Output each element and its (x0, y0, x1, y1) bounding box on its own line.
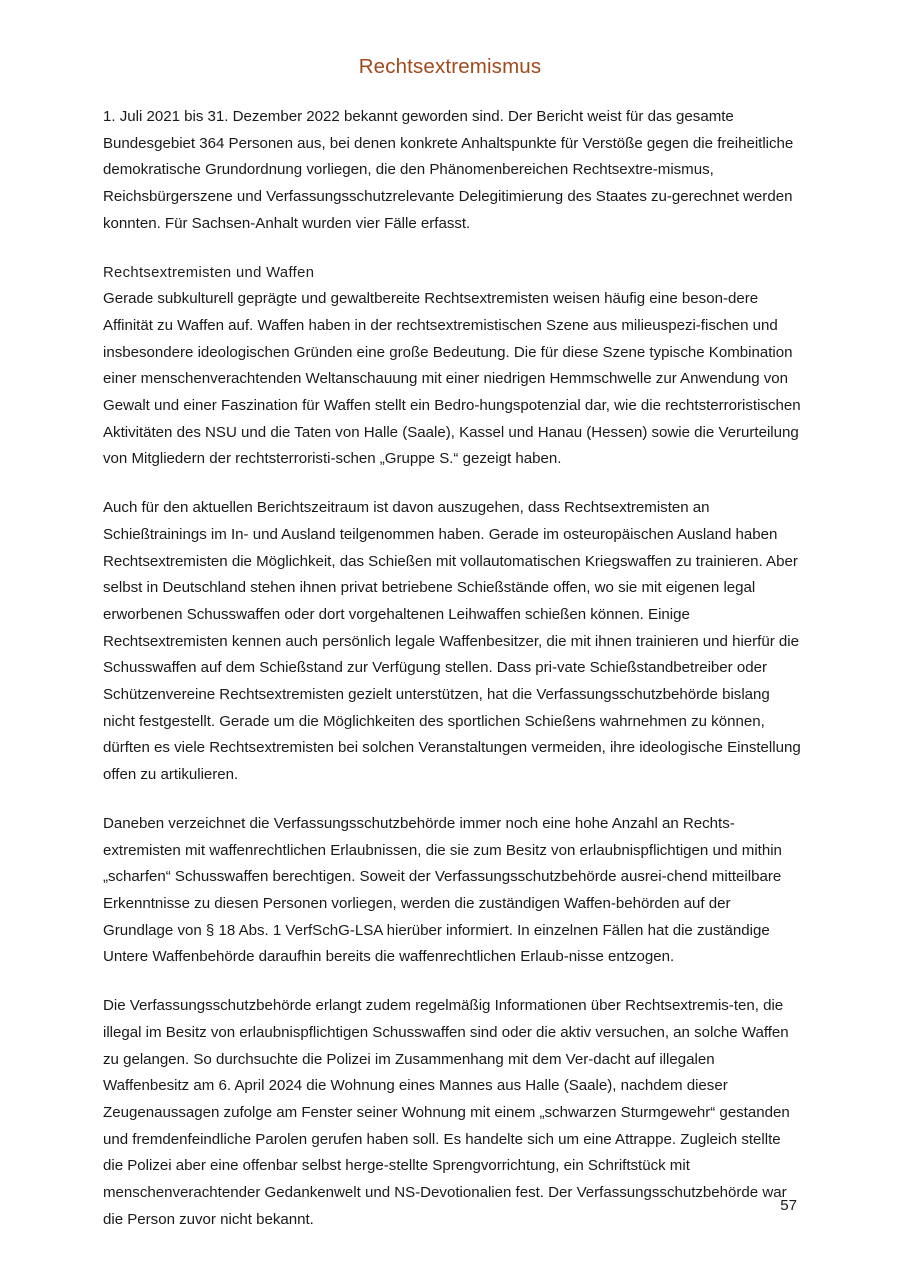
paragraph-illegaler-waffenbesitz: Die Verfassungsschutzbehörde erlangt zudem regelmäßig Informationen über Rechtsextremis-ten, die illegal im Besitz von erlaubnispflichtigen Schusswaffen sind oder die aktiv versuchen, an solche Waffen zu gelangen. So durchsuchte die Polizei im Zusammenhang mit dem Ver-dacht auf illegalen Waffenbesitz am 6. April 2024 die Wohnung eines Mannes aus Halle (Saale), nachdem dieser Zeugenaussagen zufolge am Fenster seiner Wohnung mit einem „schwarzen Sturmgewehr“ gestanden und fremdenfeindliche Parolen gerufen haben soll. Es handelte sich um eine Attrappe. Zugleich stellte die Polizei aber eine offenbar selbst herge-stellte Sprengvorrichtung, ein Schriftstück mit menschenverachtender Gedankenwelt und NS-Devotionalien fest. Der Verfassungsschutzbehörde war die Person zuvor nicht bekannt. (103, 997, 794, 1228)
paragraph-waffenrechtliche-erlaubnisse: Daneben verzeichnet die Verfassungsschutzbehörde immer noch eine hohe Anzahl an Rechts-extremisten mit waffenrechtlichen Erlaubnissen, die sie zum Besitz von erlaubnispflichtigen und mithin „scharfen“ Schusswaffen berechtigen. Soweit der Verfassungsschutzbehörde ausrei-chend mitteilbare Erkenntnisse zu diesen Personen vorliegen, werden die zuständigen Waffen-behörden auf der Grundlage von § 18 Abs. 1 VerfSchG-LSA hierüber informiert. In einzelnen Fällen hat die zuständige Untere Waffenbehörde daraufhin bereits die waffenrechtlichen Erlaub-nisse entzogen. (103, 814, 787, 966)
page-title: Rechtsextremismus (358, 55, 542, 78)
section-rechtsextremisten-und-waffen (103, 260, 803, 474)
paragraph-schiesstrainings: Auch für den aktuellen Berichtszeitraum ist davon auszugehen, dass Rechtsextremisten an Schießtrainings im In- und Ausland teilgenommen haben. Gerade im osteuropäischen Ausland haben Rechtsextremisten die Möglichkeit, das Schießen mit vollautomatischen Kriegswaffen zu trainieren. Aber selbst in Deutschland stehen ihnen privat betriebene Schießstände offen, wo sie mit eigenen legal erworbenen Schusswaffen oder dort vorgehaltenen Leihwaffen schießen können. Einige Rechtsextremisten kennen auch persönlich legale Waffenbesitzer, die mit ihnen trainieren und hierfür die Schusswaffen auf dem Schießstand zur Verfügung stellen. Dass pri-vate Schießstandbetreiber oder Schützenvereine Rechtsextremisten gezielt unterstützen, hat die Verfassungsschutzbehörde bislang nicht festgestellt. Gerade um die Möglichkeiten des sportlichen Schießens wahrnehmen zu können, dürften es viele Rechtsextremisten bei solchen Veranstaltungen vermeiden, ihre ideologische Einstellung offen zu artikulieren. (103, 499, 805, 784)
paragraph-waffen-affinitaet: Gerade subkulturell geprägte und gewaltbereite Rechtsextremisten weisen häufig eine beson-dere Affinität zu Waffen auf. Waffen haben in der rechtsextremistischen Szene aus milieuspezi-fischen und insbesondere ideologischen Gründen eine große Bedeutung. Die für diese Szene typische Kombination einer menschenverachtenden Weltanschauung mit einer niedrigen Hemmschwelle zur Anwendung von Gewalt und einer Faszination für Waffen stellt ein Bedro-hungspotenzial dar, wie die rechtsterroristischen Aktivitäten des NSU und die Taten von Halle (Saale), Kassel und Hanau (Hessen) sowie die Verurteilung von Mitgliedern der rechtsterroristi-schen „Gruppe S.“ gezeigt haben. (103, 290, 804, 468)
document-body (103, 104, 803, 1233)
paragraph-intro: 1. Juli 2021 bis 31. Dezember 2022 bekannt geworden sind. Der Bericht weist für das gesamte Bundesgebiet 364 Personen aus, bei denen konkrete Anhaltspunkte für Verstöße gegen die freiheitliche demokratische Grundordnung vorliegen, die den Phänomenbereichen Rechtsextre-mismus, Reichsbürgerszene und Verfassungsschutzrelevante Delegitimierung des Staates zu-gerechnet werden konnten. Für Sachsen-Anhalt wurden vier Fälle erfasst. (103, 108, 798, 232)
page-number: 57 (780, 1197, 797, 1214)
section-heading: Rechtsextremisten und Waffen (103, 264, 315, 281)
